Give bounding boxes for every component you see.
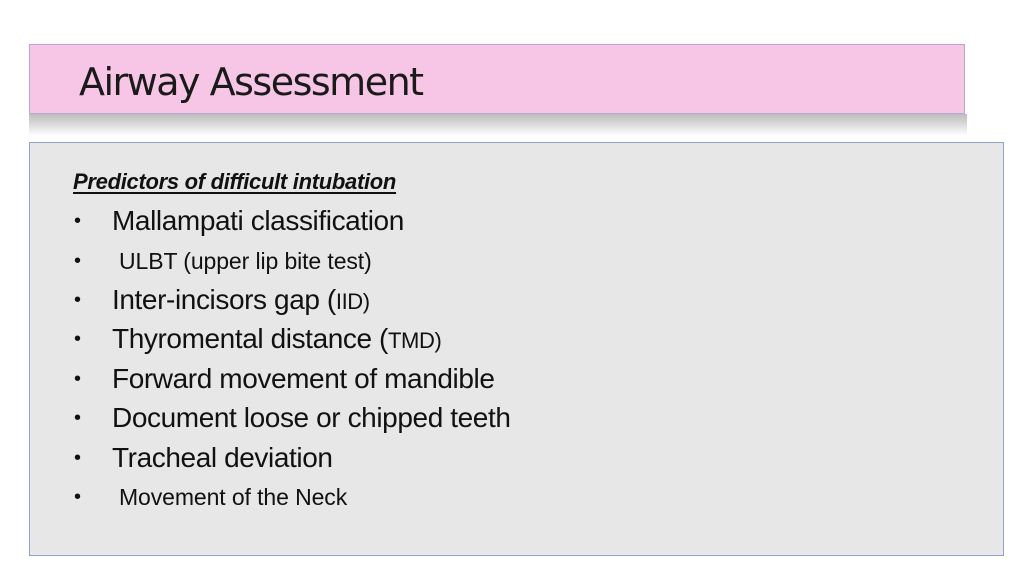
bullet-marker: • [74,250,82,272]
slide-title: Airway Assessment [79,60,423,104]
list-item [30,282,930,318]
bullet-text-abbr: IID) [335,289,370,314]
list-item [30,361,930,397]
list-item [30,440,930,476]
bullet-text: Tracheal deviation [112,442,333,473]
bullet-text-main: Inter-incisors gap ( [112,284,336,315]
bullet-text: Forward movement of mandible [112,363,495,394]
bullet-marker: • [74,486,82,508]
title-bar-shadow [29,114,967,136]
bullet-marker: • [74,210,82,232]
list-item [30,321,930,357]
list-item [30,479,930,515]
bullet-text: Movement of the Neck [119,484,348,510]
list-item [30,203,930,239]
content-box [29,142,1004,556]
bullet-text [112,282,370,320]
bullet-text-main: Thyromental distance ( [112,323,388,354]
bullet-text: Document loose or chipped teeth [112,402,511,433]
bullet-marker: • [74,447,82,469]
title-bar [29,44,965,114]
bullet-marker: • [74,368,82,390]
bullet-text [112,321,441,359]
list-item [30,243,930,279]
bullet-text: Mallampati classification [112,205,404,236]
bullet-marker: • [74,289,82,311]
bullet-text: ULBT (upper lip bite test) [119,248,372,274]
bullet-text-abbr: TMD) [388,328,442,353]
list-item [30,400,930,436]
subheading: Predictors of difficult intubation [73,169,397,194]
bullet-marker: • [74,407,82,429]
bullet-marker: • [74,328,82,350]
